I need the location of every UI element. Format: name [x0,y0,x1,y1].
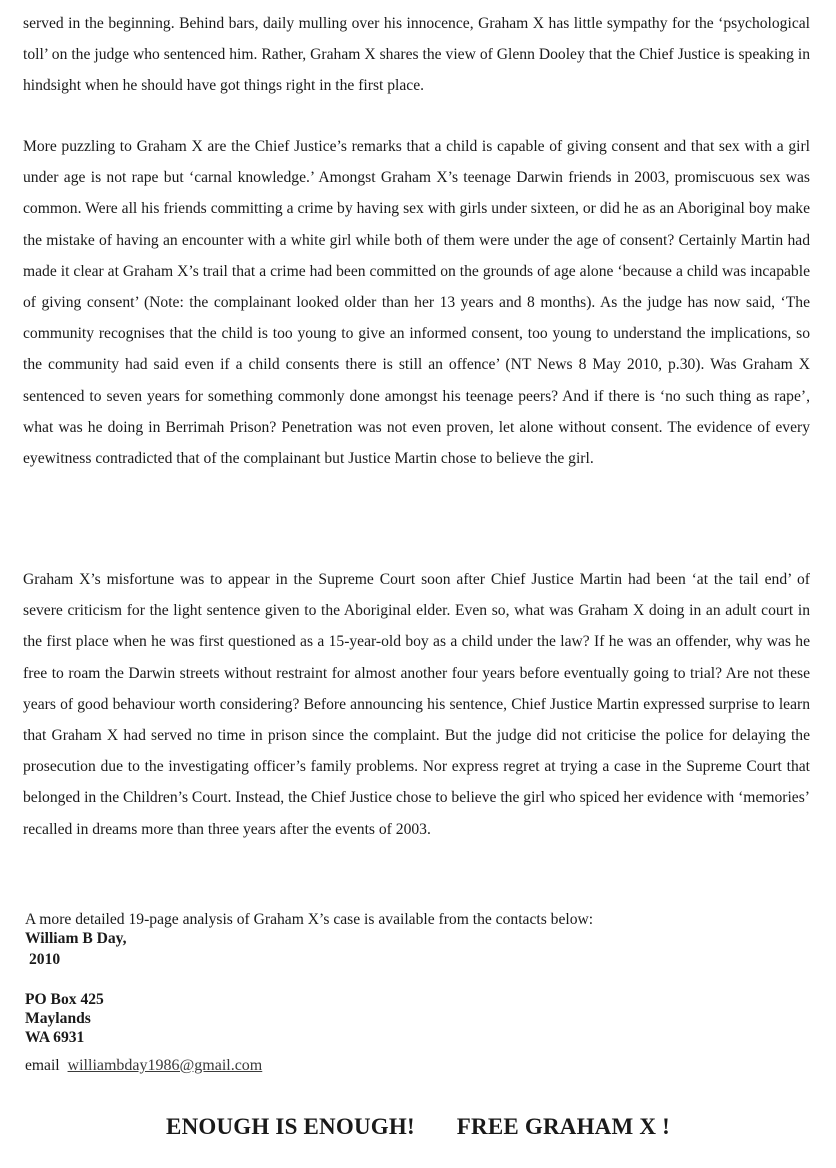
address-suburb: Maylands [25,1010,91,1027]
postal-address [25,990,104,1047]
author-name: William B Day, [25,930,127,947]
analysis-note: A more detailed 19-page analysis of Graham X’s case is available from the contacts below: [25,911,594,928]
email-link[interactable]: williambday1986@gmail.com [67,1057,263,1074]
slogan-enough: ENOUGH IS ENOUGH! [166,1114,415,1139]
email-line [25,1056,262,1075]
paragraph-1: served in the beginning. Behind bars, daily mulling over his innocence, Graham X has little sympathy for the ‘psychological toll’ on the judge who sentenced him. Rather, Graham X shares the view of Glenn Dooley that the Chief Justice is speaking in hindsight when he should have got things right in the first place. [23,15,810,95]
paragraph-3: Graham X’s misfortune was to appear in the Supreme Court soon after Chief Justice Martin had been ‘at the tail end’ of severe criticism for the light sentence given to the Aboriginal elder. Even so, what was Graham X doing in an adult court in the first place when he was first questioned as a 15-year-old boy as a child under the law? If he was an offender, why was he free to roam the Darwin streets without restraint for almost another four years before eventually going to trial? Are not these years of good behaviour worth considering? Before announcing his sentence, Chief Justice Martin expressed surprise to learn that Graham X had served no time in prison since the complaint. But the judge did not criticise the police for delaying the prosecution due to the investigating officer’s family problems. Nor express regret at trying a case in the Supreme Court that belonged in the Children’s Court. Instead, the Chief Justice chose to believe the girl who spiced her evidence with ‘memories’ recalled in dreams more than three years after the events of 2003. [23,571,810,838]
author-year: 2010 [29,951,61,968]
address-po-box: PO Box 425 [25,991,104,1008]
footer-slogans [0,1114,836,1140]
address-state-postcode: WA 6931 [25,1029,85,1046]
email-label: email [25,1057,60,1074]
slogan-free-graham: FREE GRAHAM X ! [456,1114,670,1139]
paragraph-2: More puzzling to Graham X are the Chief Justice’s remarks that a child is capable of giving consent and that sex with a girl under age is not rape but ‘carnal knowledge.’ Amongst Graham X’s teenage Darwin friends in 2003, promiscuous sex was common. Were all his friends committing a crime by having sex with girls under sixteen, or did he as an Aboriginal boy make the mistake of having an encounter with a white girl while both of them were under the age of consent? Certainly Martin had made it clear at Graham X’s trail that a crime had been committed on the grounds of age alone ‘because a child was incapable of giving consent’ (Note: the complainant looked older than her 13 years and 8 months). As the judge has now said, ‘The community recognises that the child is too young to give an informed consent, too young to understand the implications, so the community had said even if a child consents there is still an offence’ (NT News 8 May 2010, p.30). Was Graham X sentenced to seven years for something commonly done amongst his teenage peers? And if there is ‘no such thing as rape’, what was he doing in Berrimah Prison? Penetration was not even proven, let alone without consent. The evidence of every eyewitness contradicted that of the complainant but Justice Martin chose to believe the girl. [23,138,810,468]
